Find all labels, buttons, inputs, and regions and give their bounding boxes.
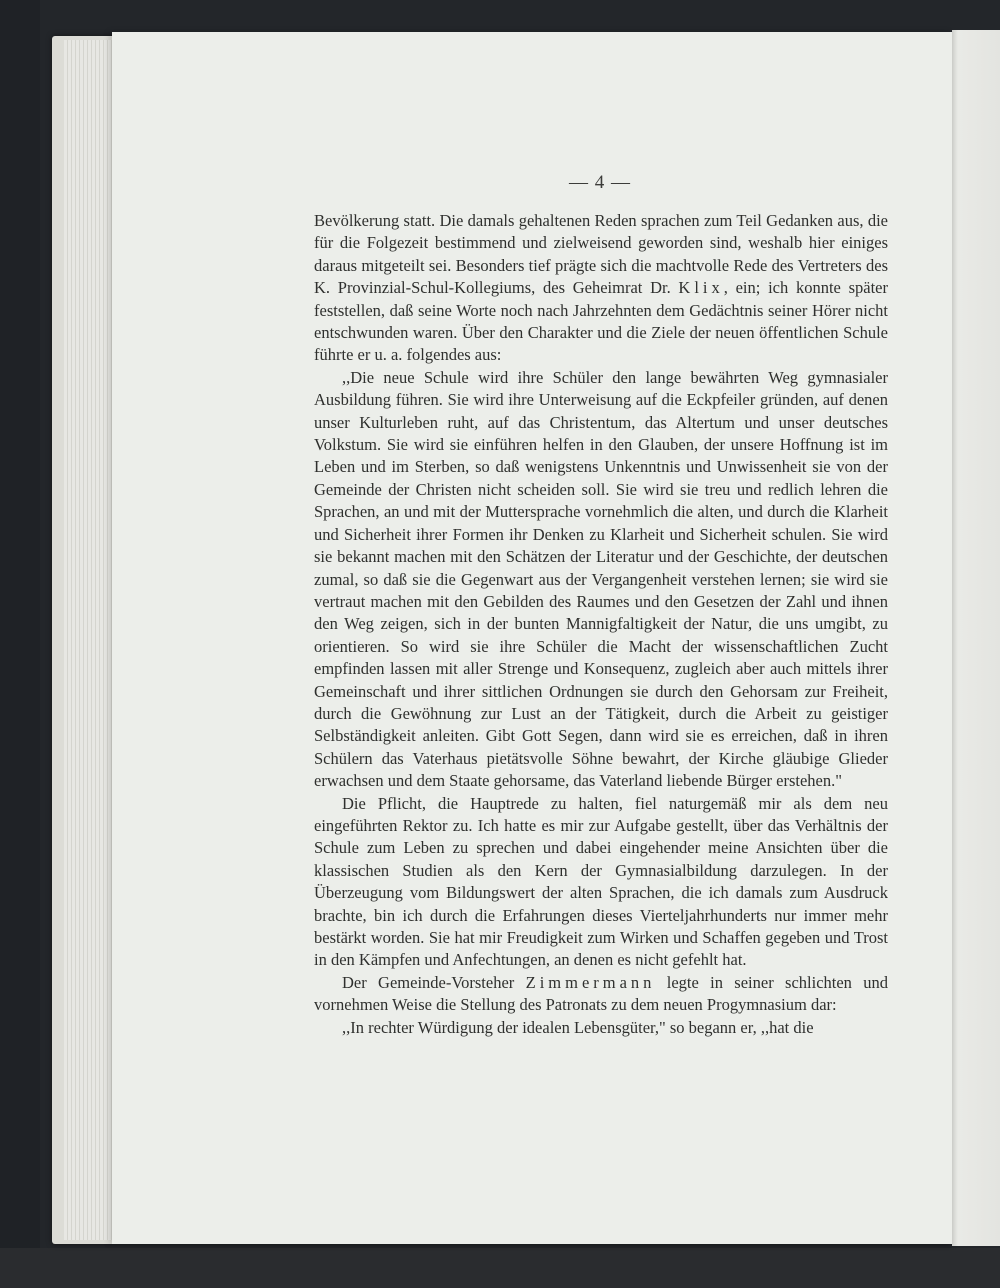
paragraph-2-quote: ,,Die neue Schule wird ihre Schüler den lange bewährten Weg gymnasialer Ausbildung führen. Sie wird ihre Unterweisung auf die Eckpfeiler gründen, auf denen unser Kulturleben ruht, auf das Christentum, das Altertum und unser deutsches Volkstum. Sie wird sie einführen helfen in den Glauben, der unsere Hoffnung ist im Leben und im Sterben, so daß wenigstens Unkenntnis und Unwissenheit sie von der Gemeinde der Christen nicht scheiden soll. Sie wird sie treu und redlich lehren die Sprachen, an und mit der Muttersprache vornehmlich die alten, und durch die Klarheit und Sicherheit ihrer Formen ihr Denken zu Klarheit und Sicherheit schulen. Sie wird sie bekannt machen mit den Schätzen der Literatur und der Geschichte, der deutschen zumal, so daß sie die Gegenwart aus der Vergangenheit verstehen lernen; sie wird sie vertraut machen mit den Gebilden des Raumes und den Gesetzen der Zahl und ihnen den Weg zeigen, sich in der bunten Mannigfaltigkeit der Natur, die uns umgibt, zu orientieren. So wird sie ihre Schüler die Macht der wissenschaftlichen Zucht empfinden lassen mit aller Strenge und Konsequenz, zugleich aber auch mittels ihrer Gemeinschaft und ihrer sittlichen Ordnungen sie durch den Gehorsam zur Freiheit, durch die Gewöhnung zur Lust an der Tätigkeit, durch die Arbeit zu geistiger Selbständigkeit anleiten. Gibt Gott Segen, dann wird sie es erreichen, daß in ihren Schülern das Vaterhaus pietätsvolle Söhne bewahrt, der Kirche gläubige Glieder erwachsen und dem Staate gehorsame, das Vaterland liebende Bürger erstehen."	[314, 367, 888, 791]
paragraph-3: Die Pflicht, die Hauptrede zu halten, fiel naturgemäß mir als dem neu eingeführten Rektor zu. Ich hatte es mir zur Aufgabe gestellt, über das Verhältnis der Schule zum Leben zu sprechen und dabei eingehender meine Ansichten über die klassischen Studien als den Kern der Gymnasialbildung darzulegen. In der Überzeugung vom Bildungswert der alten Sprachen, die ich damals zum Ausdruck brachte, bin ich durch die Erfahrungen dieses Vierteljahrhunderts nur immer mehr bestärkt worden. Sie hat mir Freudigkeit zum Wirken und Schaffen gegeben und Trost in den Kämpfen und Anfechtungen, an denen es nicht gefehlt hat.	[314, 793, 888, 970]
spaced-name-zimmermann: Zimmermann	[525, 972, 656, 992]
page-number: — 4 —	[569, 172, 631, 193]
paragraph-5: ,,In rechter Würdigung der idealen Lebensgüter," so begann er, ,,hat die	[342, 1017, 814, 1037]
facing-page-edge	[952, 30, 1000, 1246]
spaced-name-klix: Klix	[678, 278, 724, 298]
body-text	[314, 210, 888, 1039]
scan-backdrop-left	[0, 0, 40, 1288]
scan-backdrop-bottom	[0, 1248, 1000, 1288]
paragraph-4: Der Gemeinde-Vorsteher Zimmermann legte in seiner schlichten und vornehmen Weise die Stellung des Patronats zu dem neuen Progymnasium dar:	[314, 972, 888, 1015]
paragraph-1: Bevölkerung statt. Die damals gehaltenen Reden sprachen zum Teil Gedanken aus, die für die Folgezeit bestimmend und zielweisend geworden sind, weshalb hier einiges daraus mitgeteilt sei. Besonders tief prägte sich die machtvolle Rede des Vertreters des K. Provinzial-Schul-Kollegiums, des Geheimrat Dr. Klix, ein; ich konnte später feststellen, daß seine Worte noch nach Jahrzehnten dem Gedächtnis seiner Hörer nicht entschwunden waren. Über den Charakter und die Ziele der neuen öffentlichen Schule führte er u. a. folgendes aus:	[314, 211, 888, 365]
